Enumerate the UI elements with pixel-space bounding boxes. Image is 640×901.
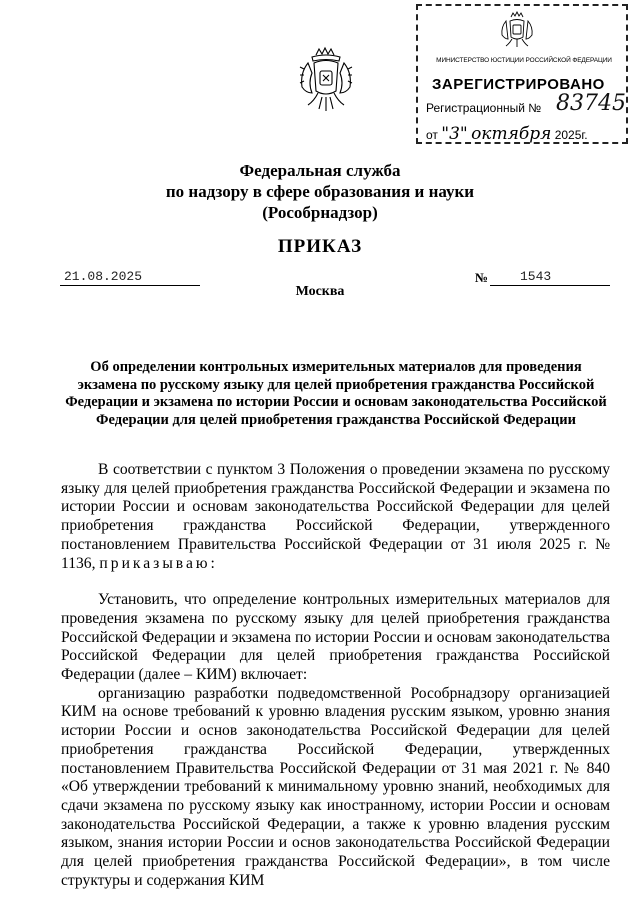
- coat-of-arms-icon: [298, 45, 354, 115]
- stamp-date-line: [426, 124, 588, 144]
- document-title: Об определении контрольных измерительных материалов для проведения экзамена по русскому языку для целей приобретения гражданства Российской Федерации и экзамена по истории России и основам законодательства Российской Федерации для целей приобретения гражданства Российской Федерации: [65, 359, 607, 428]
- registration-stamp: [416, 4, 628, 144]
- org-line-3: (Рособрнадзор): [262, 203, 378, 222]
- organization-name: [0, 160, 640, 223]
- document-type: ПРИКАЗ: [277, 236, 363, 257]
- stamp-date-year: 2025: [554, 128, 582, 142]
- paragraph-preamble: [61, 461, 610, 573]
- order-number: 1543: [490, 270, 610, 286]
- preamble-text: В соответствии с пунктом 3 Положения о проведении экзамена по русскому языку для целей приобретения гражданства Российской Федерации и экзамена по истории России и основам законодательства Российской Федерации для целей приобретения гражданства Российской Федерации, утвержденного постановлением Правительства Российской Федерации от 31 июля 2025 г. № 1136,: [61, 461, 610, 572]
- stamp-date-prefix: от: [426, 128, 438, 142]
- stamp-registration-number-label: Регистрационный №: [426, 101, 542, 115]
- paragraph-organization: организацию разработки подведомственной Рособрнадзору организацией КИМ на основе требований к уровню владения русским языком, уровню знания истории России и основ законодательства Российской Федерации для целей приобретения гражданства Российской Федерации, утвержденных постановлением Правительства Российской Федерации от 31 мая 2021 г. № 840 «Об утверждении требований к минимальному уровню знаний, необходимых для сдачи экзамена по русскому языку как иностранному, истории России и основам законодательства Российской Федерации, а также к уровню владения русским языком, знания истории России и основ законодательства Российской Федерации для целей приобретения гражданства Российской Федерации», в том числе структуры и содержания КИМ: [61, 684, 610, 889]
- order-word: приказываю:: [99, 554, 218, 572]
- org-line-2: по надзору в сфере образования и науки: [165, 182, 475, 201]
- stamp-coat-of-arms-icon: [500, 11, 534, 49]
- stamp-date-month: октября: [471, 124, 552, 144]
- paragraph-establish: Установить, что определение контрольных измерительных материалов для проведения экзамена по русскому языку для целей приобретения гражданства Российской Федерации и экзамена по истории России и основам законодательства Российской Федерации для целей приобретения гражданства Российской Федерации (далее – КИМ) включает:: [61, 591, 610, 684]
- document-body: [61, 461, 610, 890]
- stamp-date-suffix: г.: [581, 128, 588, 142]
- org-line-1: Федеральная служба: [239, 161, 401, 180]
- order-number-label: №: [475, 270, 489, 285]
- city: Москва: [295, 284, 345, 299]
- stamp-registration-number: 83745: [556, 91, 626, 116]
- stamp-registered-label: ЗАРЕГИСТРИРОВАНО: [432, 76, 605, 93]
- order-date: 21.08.2025: [60, 270, 200, 286]
- stamp-ministry-name: МИНИСТЕРСТВО ЮСТИЦИИ РОССИЙСКОЙ ФЕДЕРАЦИИ: [436, 57, 612, 64]
- stamp-date-day: "3": [441, 124, 468, 144]
